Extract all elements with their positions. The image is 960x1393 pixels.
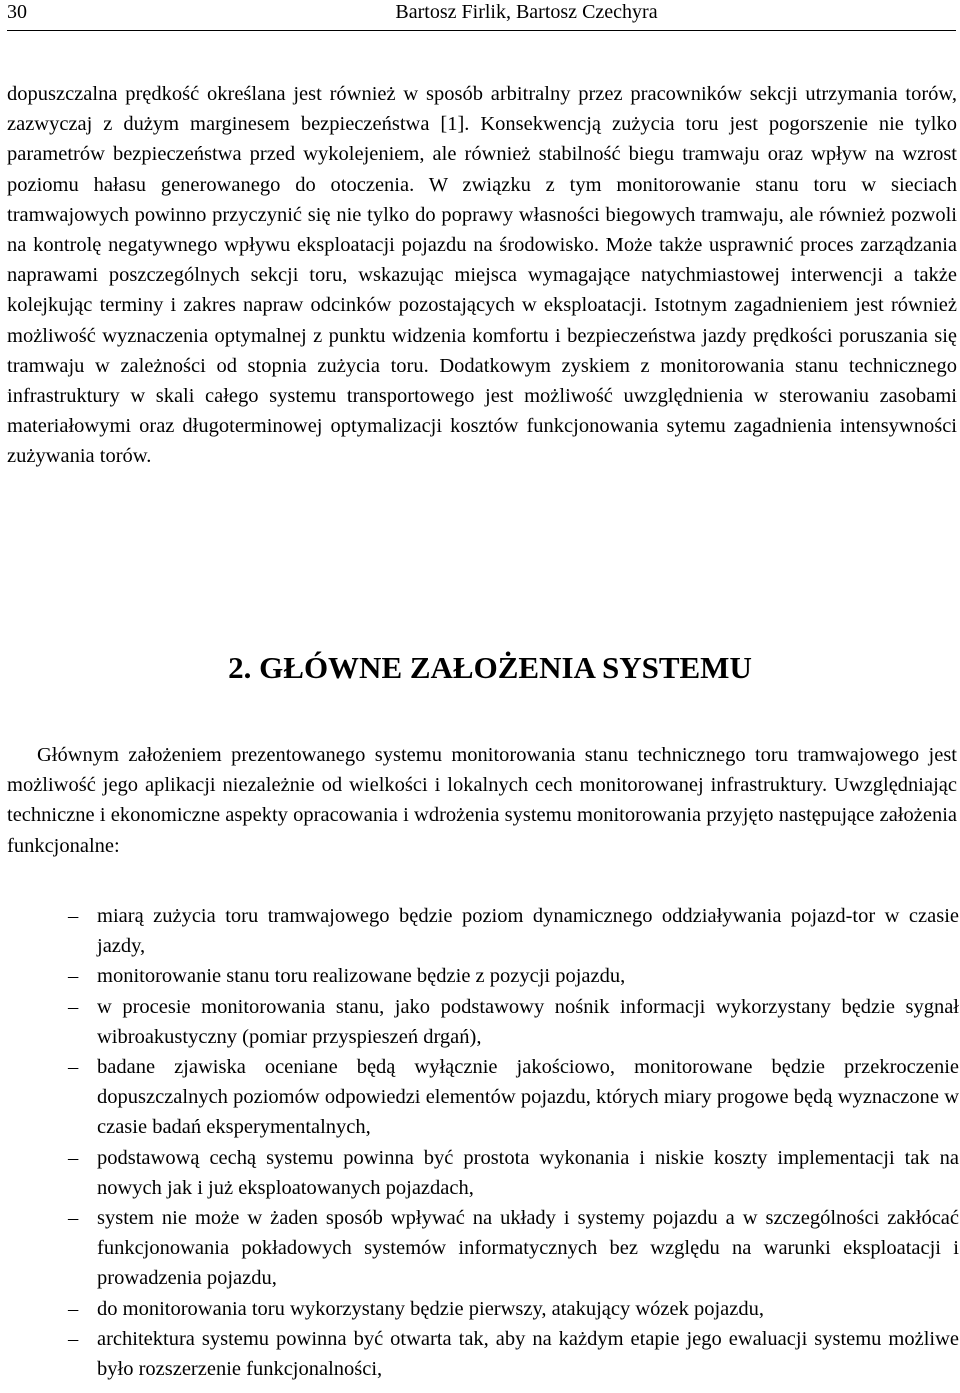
dash-bullet: – bbox=[68, 1146, 79, 1169]
list-item bbox=[7, 1203, 959, 1294]
dash-bullet: – bbox=[68, 1327, 79, 1350]
list-item bbox=[7, 961, 959, 991]
list-item bbox=[7, 1143, 959, 1203]
list-item-text: do monitorowania toru wykorzystany będzie pierwszy, atakujący wózek pojazdu, bbox=[97, 1297, 764, 1320]
list-item bbox=[7, 992, 959, 1052]
dash-bullet: – bbox=[68, 905, 79, 927]
list-item bbox=[7, 1324, 959, 1384]
assumptions-list bbox=[7, 901, 959, 1384]
dash-bullet: – bbox=[68, 1297, 79, 1320]
list-item-text: badane zjawiska oceniane będą wyłącznie jakościowo, monitorowane będzie przekroczenie dopuszczalnych poziomów odpowiedzi elementów pojazdu, których miary progowe będą wyznaczone w czasie badań eksperymentalnych, bbox=[97, 1056, 959, 1139]
section-heading-text: 2. GŁÓWNE ZAŁOŻENIA SYSTEMU bbox=[228, 650, 752, 685]
list-item-text: miarą zużycia toru tramwajowego będzie poziom dynamicznego oddziaływania pojazd-tor w czasie jazdy, bbox=[97, 905, 959, 958]
list-item-text: podstawową cechą systemu powinna być prostota wykonania i niskie koszty implementacji tak na nowych jak i już eksploatowanych pojazdach, bbox=[97, 1146, 959, 1199]
list-item-text: system nie może w żaden sposób wpływać na układy i systemy pojazdu a w szczególności zakłócać funkcjonowania pokładowych systemów informatycznych bez względu na warunki eksploatacji i prowadzenia pojazdu, bbox=[97, 1207, 959, 1290]
header-authors: Bartosz Firlik, Bartosz Czechyra bbox=[395, 1, 658, 23]
list-item-text: monitorowanie stanu toru realizowane będzie z pozycji pojazdu, bbox=[97, 965, 626, 988]
list-item-text: architektura systemu powinna być otwarta tak, aby na każdym etapie jego ewaluacji systemu możliwe było rozszerzenie funkcjonalności, bbox=[97, 1327, 959, 1381]
section-heading bbox=[0, 648, 960, 688]
dash-bullet: – bbox=[68, 995, 79, 1018]
dash-bullet: – bbox=[68, 1056, 79, 1079]
list-item bbox=[7, 1294, 959, 1324]
dash-bullet: – bbox=[68, 965, 79, 988]
list-item bbox=[7, 1052, 959, 1143]
page-number: 30 bbox=[7, 1, 27, 23]
list-item-text: w procesie monitorowania stanu, jako podstawowy nośnik informacji wykorzystany będzie sygnał wibroakustyczny (pomiar przyspieszeń drgań), bbox=[97, 995, 959, 1048]
running-header bbox=[7, 0, 956, 31]
paragraph-intro: dopuszczalna prędkość określana jest również w sposób arbitralny przez pracowników sekcji utrzymania torów, zazwyczaj z dużym marginesem bezpieczeństwa [1]. Konsekwencją zużycia toru jest pogorszenie nie tylko parametrów bezpieczeństwa przed wykolejeniem, ale również stabilność biegu tramwaju oraz wpływ na wzrost poziomu hałasu generowanego do otoczenia. W związku z tym monitorowanie stanu toru w sieciach tramwajowych powinno przyczynić się nie tylko do poprawy własności biegowych tramwaju, ale również pozwoli na kontrolę negatywnego wpływu eksploatacji pojazdu na środowisko. Może także usprawnić proces zarządzania naprawami poszczególnych sekcji toru, wskazując miejsca wymagające natychmiastowej interwencji a także kolejkując terminy i zakres napraw odcinków pozostających w eksploatacji. Istotnym zagadnieniem jest również możliwość wyznaczenia optymalnej z punktu widzenia komfortu i bezpieczeństwa jazdy prędkości poruszania się tramwaju w zależności od stopnia zużycia toru. Dodatkowym zyskiem z monitorowania stanu technicznego infrastruktury w skali całego systemu transportowego jest możliwość uwzględnienia w sterowaniu zasobami materiałowymi oraz długoterminowej optymalizacji kosztów funkcjonowania sytemu zagadnienia intensywności zużywania torów. bbox=[7, 83, 957, 468]
paragraph-assumptions: Głównym założeniem prezentowanego systemu monitorowania stanu technicznego toru tramwajowego jest możliwość jego aplikacji niezależnie od wielkości i lokalnych cech monitorowanej infrastruktury. Uwzględniając techniczne i ekonomiczne aspekty opracowania i wdrożenia systemu monitorowania przyjęto następujące założenia funkcjonalne: bbox=[7, 744, 957, 857]
dash-bullet: – bbox=[68, 1207, 79, 1230]
list-item bbox=[7, 901, 959, 961]
